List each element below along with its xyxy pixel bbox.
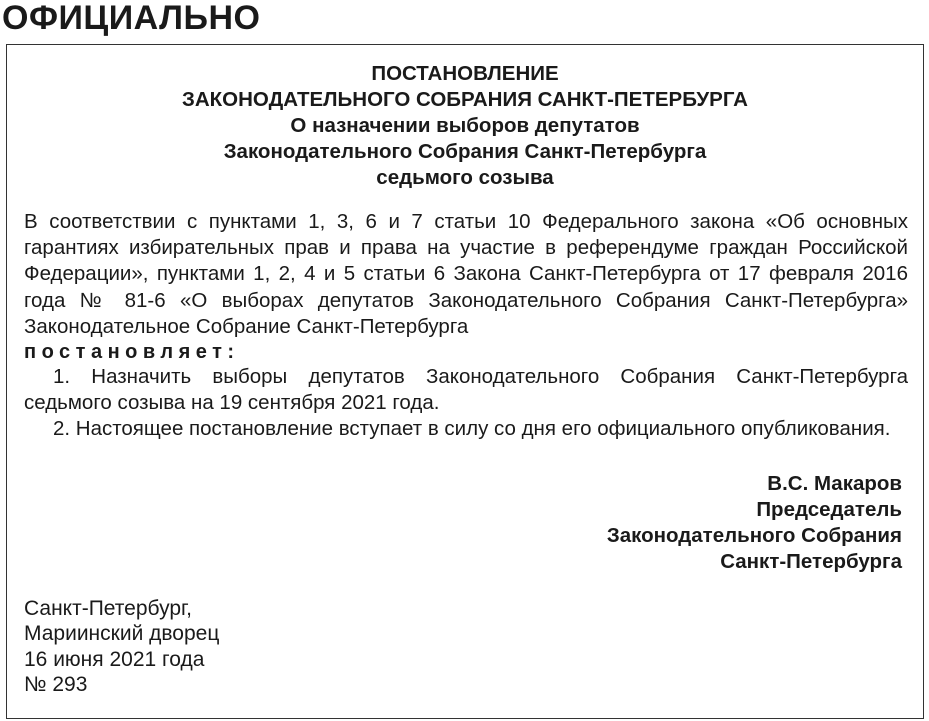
place-date-block	[24, 596, 219, 697]
footer-city: Санкт-Петербург,	[24, 597, 192, 620]
preamble: В соответствии с пунктами 1, 3, 6 и 7 статьи 10 Федерального закона «Об основных гарантиях избирательных прав и права на участие в референдуме граждан Российской Федерации», пунктами 1, 2, 4 и 5 статьи 6 Закона Санкт-Петербурга от 17 февраля 2016 года № 81-6 «О выборах депутатов Законодательного Собрания Санкт-Петербурга» Законодательное Собрание Санкт-Петербурга	[24, 210, 908, 338]
item-1: 1. Назначить выборы депутатов Законодательного Собрания Санкт-Петербурга седьмого созыва на 19 сентября 2021 года.	[24, 365, 908, 415]
footer-place: Мариинский дворец	[24, 622, 220, 646]
signatory-title-2: Законодательного Собрания	[606, 524, 902, 547]
signatory-name: В.С. Макаров	[767, 472, 902, 495]
subject-line-1: О назначении выборов депутатов	[290, 114, 640, 137]
document-frame	[6, 44, 924, 719]
item-2: 2. Настоящее постановление вступает в силу со дня его официального опубликования.	[53, 417, 891, 441]
signature-block	[607, 471, 902, 575]
doc-type: ПОСТАНОВЛЕНИЕ	[371, 62, 559, 85]
footer-date: 16 июня 2021 года	[24, 647, 205, 671]
document-header	[7, 61, 923, 191]
issuing-body: ЗАКОНОДАТЕЛЬНОГО СОБРАНИЯ САНКТ-ПЕТЕРБУРГА	[182, 88, 748, 111]
subject-line-2: Законодательного Собрания Санкт-Петербурга	[223, 140, 707, 163]
document-body	[24, 209, 908, 443]
signatory-title-3: Санкт-Петербурга	[720, 550, 902, 573]
decree-word: постановляет:	[24, 341, 240, 364]
subject-line-3: седьмого созыва	[376, 166, 554, 189]
section-title: ОФИЦИАЛЬНО	[2, 0, 261, 37]
signatory-title-1: Председатель	[756, 498, 902, 521]
footer-number: № 293	[24, 672, 88, 696]
